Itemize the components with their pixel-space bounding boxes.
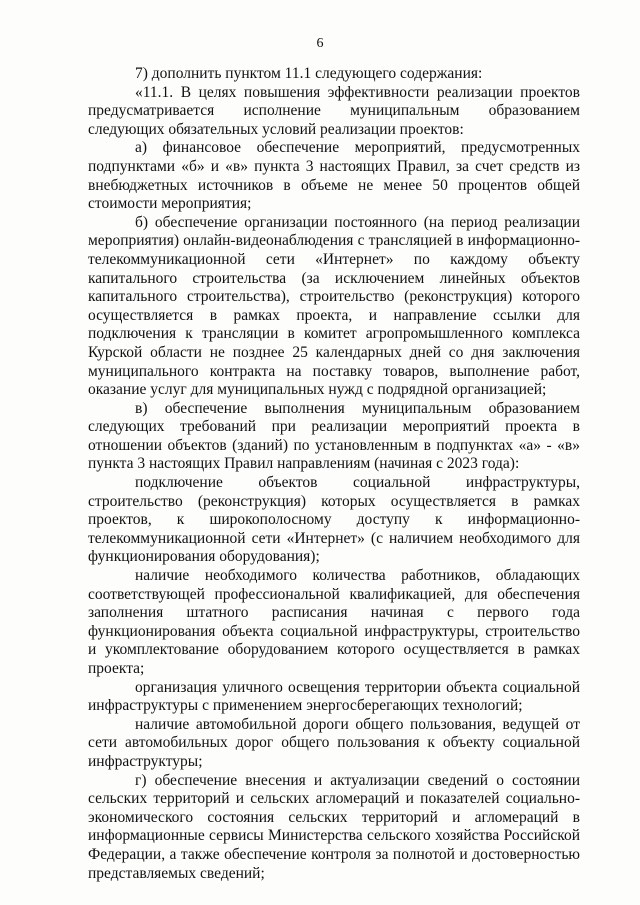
- paragraph-subclause-b: б) обеспечение организации постоянного (на период реализации мероприятия) онлайн-видеонаблюдения с трансляцией в информационно-телекоммуникационной сети «Интернет» по каждому объекту капитального строительства (за исключением линейных объектов капитального строительства), строительство (реконструкция) которого осуществляется в рамках проекта, и направление ссылки для подключения к трансляции в комитет агропромышленного комплекса Курской области не позднее 25 календарных дней со дня заключения муниципального контракта на поставку товаров, выполнение работ, оказание услуг для муниципальных нужд с подрядной организацией;: [88, 213, 580, 399]
- page-number: 6: [316, 36, 324, 51]
- paragraph-staffing: наличие необходимого количества работников, обладающих соответствующей профессиональной квалификацией, для обеспечения заполнения штатного расписания начиная с первого года функционирования объекта социальной инфраструктуры, строительство и укомплектование оборудованием которого осуществляется в рамках проекта;: [88, 567, 580, 677]
- paragraph-subclause-g: г) обеспечение внесения и актуализации сведений о состоянии сельских территорий и сельских агломераций и показателей социально-экономического состояния сельских территорий и агломераций в информационные сервисы Министерства сельского хозяйства Российской Федерации, а также обеспечение контроля за полнотой и достоверностью представляемых сведений;: [88, 771, 580, 882]
- paragraph-road-access: наличие автомобильной дороги общего пользования, ведущей от сети автомобильных дорог общего пользования к объекту социальной инфраструктуры;: [88, 715, 580, 770]
- document-body: [88, 65, 580, 883]
- paragraph-subclause-a: а) финансовое обеспечение мероприятий, предусмотренных подпунктами «б» и «в» пункта 3 настоящих Правил, за счет средств из внебюджетных источников в объеме не менее 50 процентов общей стоимости мероприятия;: [88, 139, 580, 213]
- paragraph-item-7: 7) дополнить пунктом 11.1 следующего содержания:: [135, 65, 483, 82]
- paragraph-street-lighting: организация уличного освещения территории объекта социальной инфраструктуры с применением энергосберегающих технологий;: [88, 678, 580, 715]
- paragraph-subclause-v: в) обеспечение выполнения муниципальным образованием следующих требований при реализации мероприятий проекта в отношении объектов (зданий) по установленным в подпунктах «а» - «в» пункта 3 настоящих Правил направлениям (начиная с 2023 года):: [88, 399, 580, 473]
- paragraph-internet-access: подключение объектов социальной инфраструктуры, строительство (реконструкция) которых осуществляется в рамках проектов, к широкополосному доступу к информационно-телекоммуникационной сети «Интернет» (с наличием необходимого для функционирования оборудования);: [88, 474, 580, 566]
- paragraph-clause-11-1: «11.1. В целях повышения эффективности реализации проектов предусматривается исполнение муниципальным образованием следующих обязательных условий реализации проектов:: [88, 83, 580, 138]
